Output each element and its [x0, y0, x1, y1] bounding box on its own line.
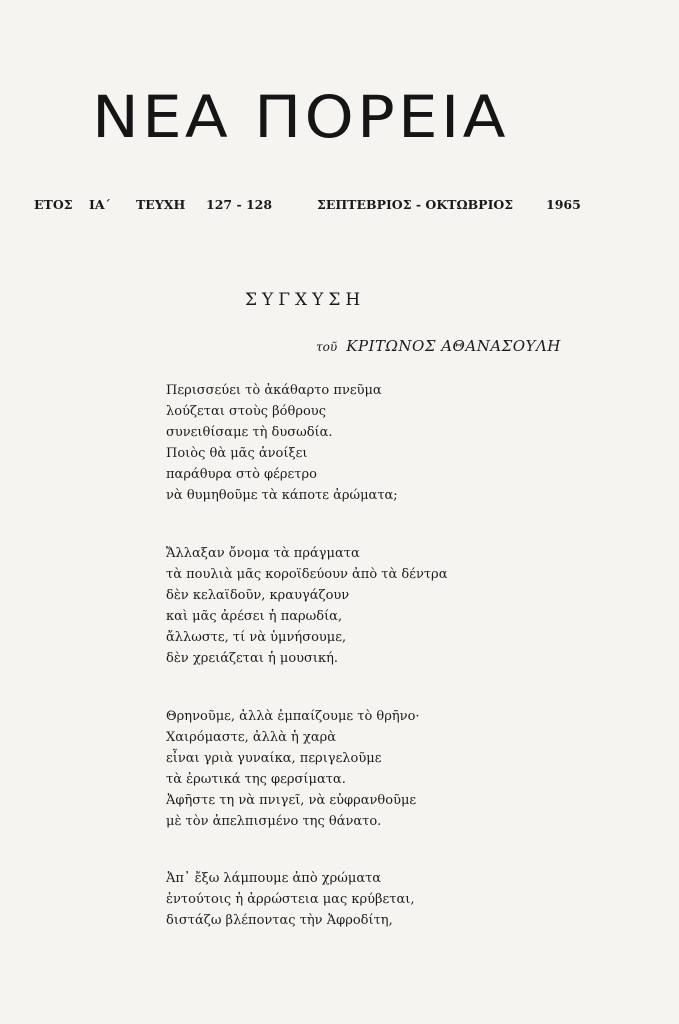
poem-line: δὲν χρειάζεται ἡ μουσική.: [166, 651, 339, 666]
poem-byline: [316, 336, 561, 355]
poem-line: ἄλλωστε, τί νὰ ὑμνήσουμε,: [166, 630, 347, 645]
poem-line: μὲ τὸν ἀπελπισμένο της θάνατο.: [166, 814, 382, 829]
poem-line: Ἀπ᾽ ἔξω λάμπουμε ἀπὸ χρώματα: [166, 871, 382, 886]
poem-line: τὰ πουλιὰ μᾶς κοροϊδεύουν ἀπὸ τὰ δέντρα: [166, 567, 448, 582]
poem-line: Ἄλλαξαν ὄνομα τὰ πράγματα: [166, 546, 360, 561]
poem-author: ΚΡΙΤΩΝΟΣ ΑΘΑΝΑΣΟΥΛΗ: [346, 337, 561, 355]
poem-line: τὰ ἐρωτικά της φερσίματα.: [166, 772, 346, 787]
poem-line: λούζεται στοὺς βόθρους: [166, 404, 326, 419]
poem-stanza: [166, 380, 398, 506]
byline-prefix: τοῦ: [316, 340, 338, 354]
poem-line: Ποιὸς θὰ μᾶς ἀνοίξει: [166, 446, 308, 461]
year-value: ΙΑ΄: [89, 197, 111, 212]
issue-months: ΣΕΠΤΕΒΡΙΟΣ - ΟΚΤΩΒΡΙΟΣ: [317, 197, 514, 212]
poem-line: καὶ μᾶς ἀρέσει ἡ παρωδία,: [166, 609, 343, 624]
poem-line: εἶναι γριὰ γυναίκα, περιγελοῦμε: [166, 751, 382, 766]
poem-stanza: [166, 706, 420, 832]
poem-title: ΣΥΓΧΥΣΗ: [245, 290, 366, 310]
poem-stanza: [166, 543, 447, 669]
poem-line: Θρηνοῦμε, ἀλλὰ ἐμπαίζουμε τὸ θρῆνο·: [166, 709, 420, 724]
poem-stanza: [166, 868, 415, 931]
poem-line: νὰ θυμηθοῦμε τὰ κάποτε ἀρώματα;: [166, 488, 398, 503]
poem-line: συνειθίσαμε τὴ δυσωδία.: [166, 425, 333, 440]
issue-year: 1965: [546, 197, 581, 212]
issues-value: 127 - 128: [206, 197, 273, 212]
poem-line: Ἀφῆστε τη νὰ πνιγεῖ, νὰ εὐφρανθοῦμε: [166, 793, 417, 808]
journal-masthead: ΝΕΑ ΠΟΡΕΙΑ: [92, 83, 509, 151]
poem-line: δὲν κελαϊδοῦν, κραυγάζουν: [166, 588, 350, 603]
poem-line: ἐντούτοις ἡ ἀρρώστεια μας κρύβεται,: [166, 892, 415, 907]
year-label: ΕΤΟΣ: [34, 197, 73, 212]
issues-label: ΤΕΥΧΗ: [136, 197, 186, 212]
poem-line: Περισσεύει τὸ ἀκάθαρτο πνεῦμα: [166, 383, 382, 398]
poem-line: διστάζω βλέποντας τὴν Ἀφροδίτη,: [166, 913, 393, 928]
poem-line: Χαιρόμαστε, ἀλλὰ ἡ χαρὰ: [166, 730, 337, 745]
poem-line: παράθυρα στὸ φέρετρο: [166, 467, 317, 482]
